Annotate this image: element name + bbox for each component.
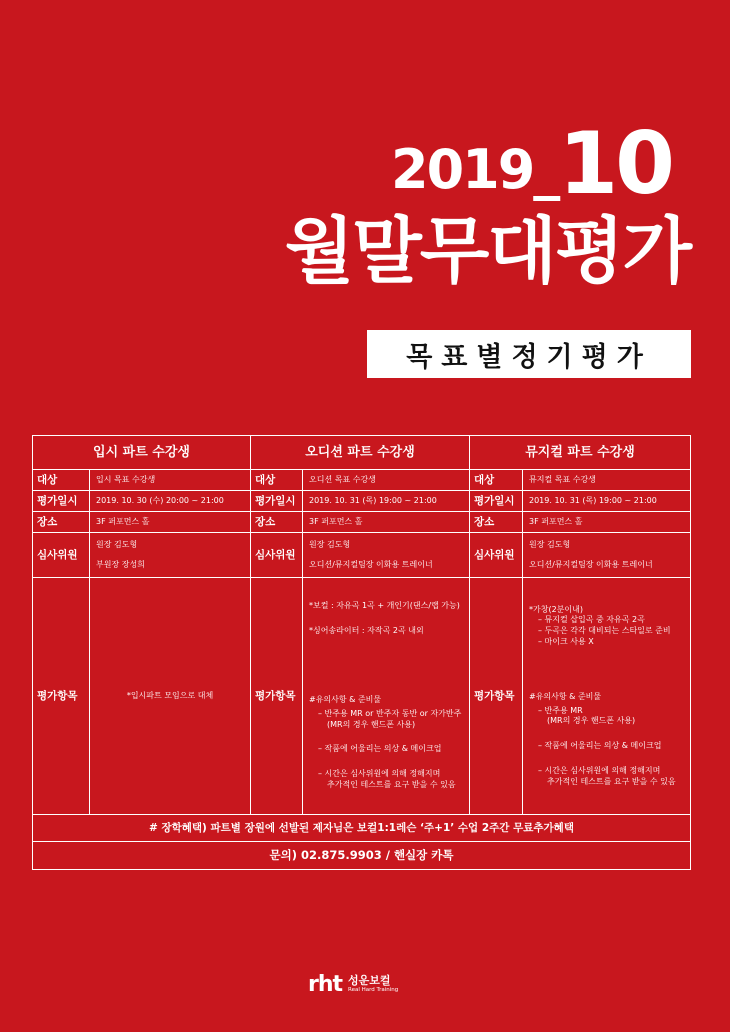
logo-text	[348, 975, 398, 994]
item-line: – 반주용 MR or 반주자 동반 or 자가반주	[318, 708, 462, 718]
judge-name: 원장 김도형	[529, 539, 571, 549]
judge-name: 부원장 장성희	[96, 559, 145, 569]
item-line: – 뮤지컬 삽입곡 중 자유곡 2곡	[538, 615, 645, 625]
item-line: *입시파트 모임으로 대체	[126, 690, 214, 700]
column-header-audition: 오디션 파트 수강생	[251, 436, 470, 470]
item-line: – 시간은 심사위원에 의해 정해지며	[538, 765, 661, 775]
poster-headline: 월말무대평가	[284, 209, 690, 293]
table-row	[33, 815, 691, 842]
scholarship-note: # 장학혜택) 파트별 장원에 선발된 제자님은 보컬1:1레슨 ‘주+1’ 수업 2주간 무료추가혜택	[33, 815, 691, 842]
place-label: 장소	[33, 512, 90, 533]
items-value-musical	[523, 578, 691, 815]
item-line: 추가적인 테스트를 요구 받을 수 있음	[327, 779, 456, 789]
item-line: (MR의 경우 핸드폰 사용)	[327, 719, 416, 729]
judge-name: 오디션/뮤지컬팀장 이화용 트레이너	[309, 559, 433, 569]
table-row	[33, 512, 691, 533]
judges-value	[303, 533, 470, 578]
item-line: (MR의 경우 핸드폰 사용)	[547, 716, 636, 726]
item-line: *가창(2분이내)	[529, 604, 583, 614]
schedule-table	[32, 435, 691, 870]
place-label: 장소	[251, 512, 303, 533]
logo-name-ko: 성운보컬	[348, 974, 391, 988]
poster-date	[391, 112, 672, 214]
place-value: 3F 퍼포먼스 홀	[90, 512, 251, 533]
date-value: 2019. 10. 30 (수) 20:00 ~ 21:00	[90, 491, 251, 512]
items-value-ipsi	[90, 578, 251, 815]
date-label: 평가일시	[251, 491, 303, 512]
date-label: 평가일시	[33, 491, 90, 512]
item-line: – 두곡은 각각 대비되는 스타일로 준비	[538, 626, 671, 636]
item-line: – 반주용 MR	[538, 705, 583, 715]
poster-badge: 목표별정기평가	[367, 330, 691, 378]
judges-label: 심사위원	[251, 533, 303, 578]
item-line: 추가적인 테스트를 요구 받을 수 있음	[547, 776, 676, 786]
contact-info: 문의) 02.875.9903 / 핸실장 카톡	[33, 842, 691, 870]
item-line: – 작품에 어울리는 의상 & 메이크업	[538, 741, 662, 751]
items-label: 평가항목	[470, 578, 523, 815]
place-value: 3F 퍼포먼스 홀	[303, 512, 470, 533]
date-value: 2019. 10. 31 (목) 19:00 ~ 21:00	[303, 491, 470, 512]
target-value: 뮤지컬 목표 수강생	[523, 470, 691, 491]
items-label: 평가항목	[251, 578, 303, 815]
target-label: 대상	[470, 470, 523, 491]
place-value: 3F 퍼포먼스 홀	[523, 512, 691, 533]
items-label: 평가항목	[33, 578, 90, 815]
judge-name: 오디션/뮤지컬팀장 이화용 트레이너	[529, 559, 653, 569]
brand-logo	[308, 972, 398, 997]
date-value: 2019. 10. 31 (목) 19:00 ~ 21:00	[523, 491, 691, 512]
column-header-musical: 뮤지컬 파트 수강생	[470, 436, 691, 470]
judge-name: 원장 김도형	[309, 539, 351, 549]
target-value: 오디션 목표 수강생	[303, 470, 470, 491]
item-line: *싱어송라이터 : 자작곡 2곡 내외	[309, 626, 424, 636]
item-line: – 작품에 어울리는 의상 & 메이크업	[318, 744, 442, 754]
item-line: – 마이크 사용 X	[538, 636, 594, 646]
item-line: – 시간은 심사위원에 의해 정해지며	[318, 769, 441, 779]
judges-label: 심사위원	[33, 533, 90, 578]
table-row	[33, 491, 691, 512]
logo-mark: rht	[308, 972, 343, 997]
place-label: 장소	[470, 512, 523, 533]
item-line: #유의사항 & 준비물	[529, 691, 602, 701]
judges-value	[90, 533, 251, 578]
items-value-audition	[303, 578, 470, 815]
item-line: #유의사항 & 준비물	[309, 694, 382, 704]
judge-name: 원장 김도형	[96, 539, 138, 549]
poster-month: 10	[558, 114, 672, 214]
date-label: 평가일시	[470, 491, 523, 512]
table-row	[33, 842, 691, 870]
table-header-row	[33, 436, 691, 470]
target-label: 대상	[33, 470, 90, 491]
target-value: 입시 목표 수강생	[90, 470, 251, 491]
table-row	[33, 470, 691, 491]
judges-value	[523, 533, 691, 578]
column-header-ipsi: 입시 파트 수강생	[33, 436, 251, 470]
logo-name-en: Real Hard Training	[348, 987, 399, 994]
target-label: 대상	[251, 470, 303, 491]
judges-label: 심사위원	[470, 533, 523, 578]
item-line: *보컬 : 자유곡 1곡 + 개인기(댄스/랩 가능)	[309, 601, 460, 611]
table-row	[33, 533, 691, 578]
poster-year: 2019_	[391, 138, 559, 201]
table-row	[33, 578, 691, 815]
